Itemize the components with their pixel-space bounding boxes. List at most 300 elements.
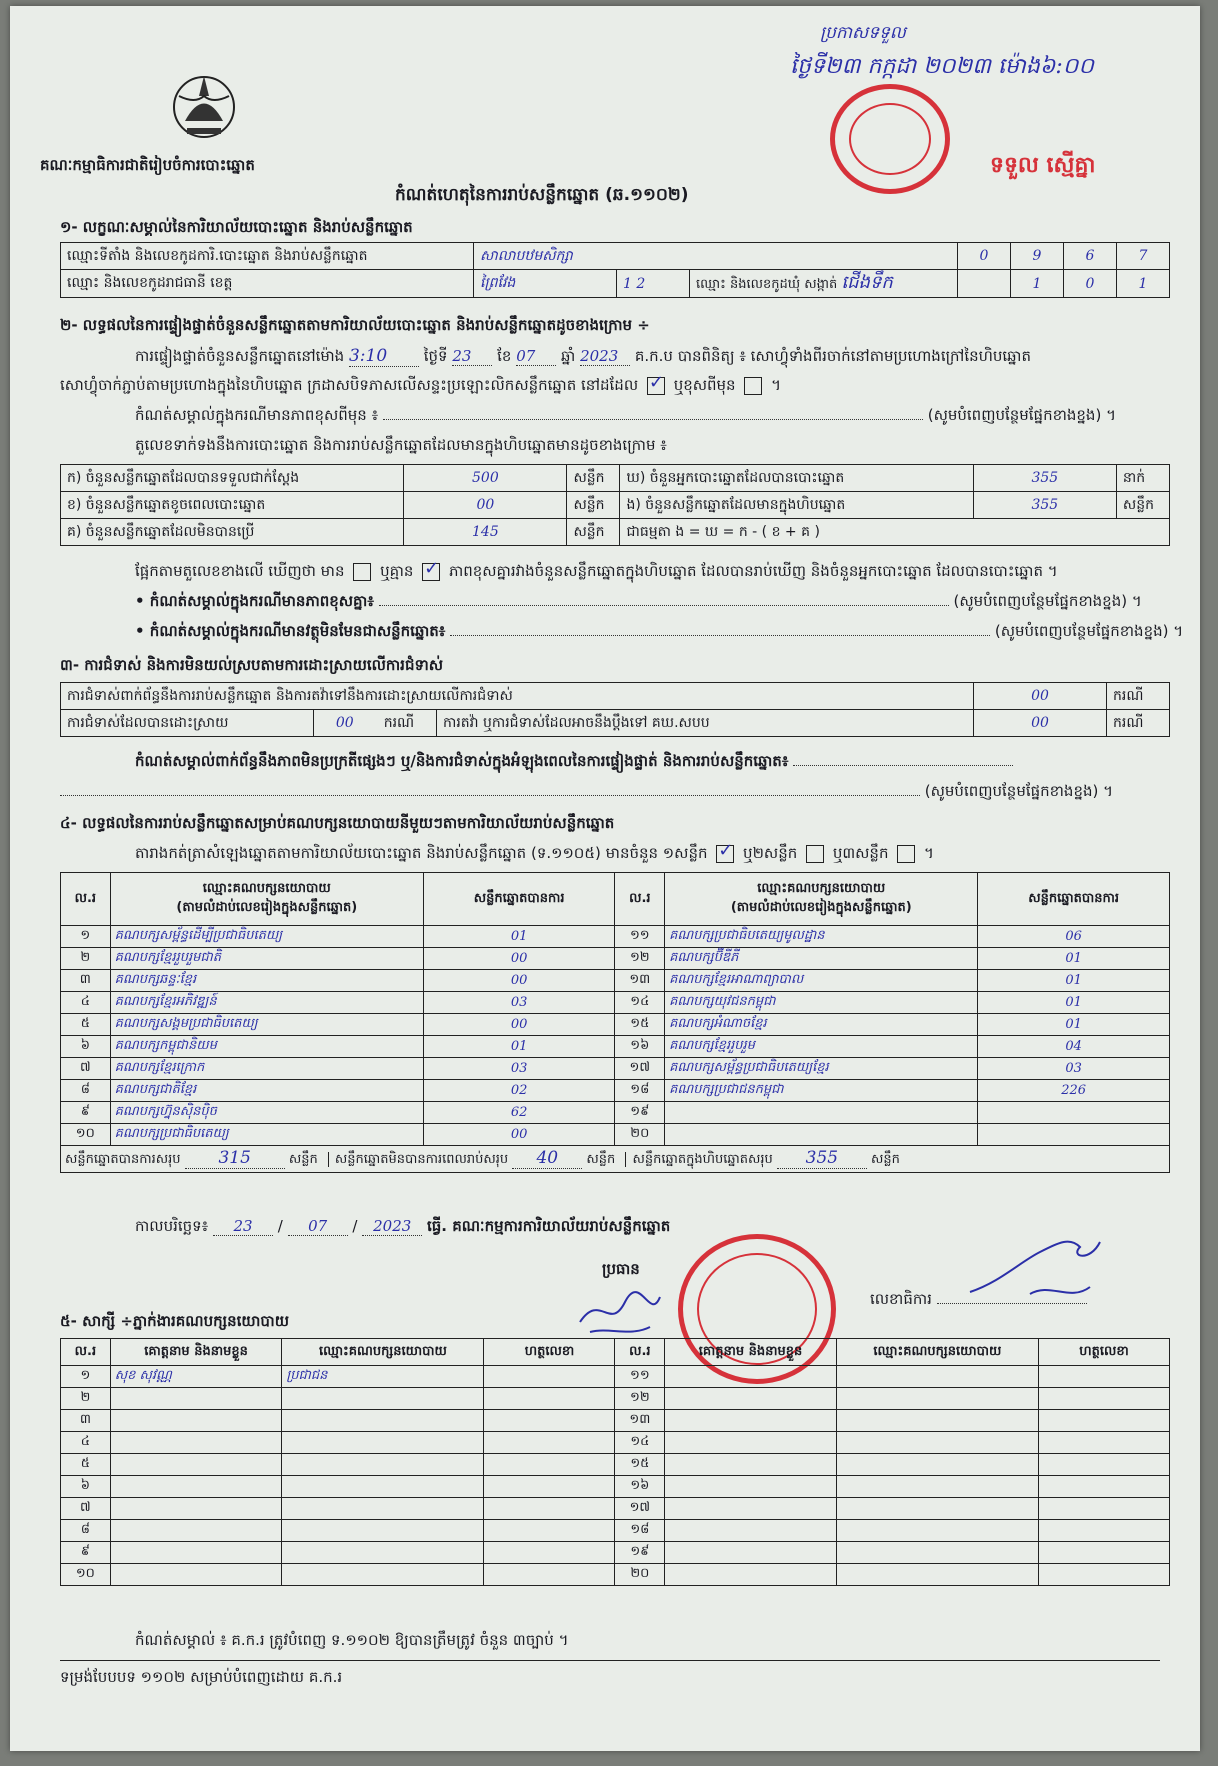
party-name: គណបក្សខ្មែររួបរួមជាតិ	[110, 948, 423, 970]
verify-time: 3:10	[349, 346, 419, 367]
total-box-value: 355	[777, 1148, 867, 1169]
location-table	[60, 242, 1170, 298]
three-sheet-checkbox[interactable]	[897, 845, 915, 863]
verify-line2-text: សោហ្វុំចាក់ភ្ជាប់តាមប្រហោងក្នុងនៃហិបឆ្នោត ក្រដាសបិទភាសលើសន្ទះប្រឡោះលិកសន្លឹកឆ្នោត នៅដដែល	[60, 376, 639, 394]
col-party-left-sub: (តាមលំដាប់លេខរៀងក្នុងសន្លឹកឆ្នោត)	[176, 900, 358, 915]
table-row	[61, 948, 1170, 970]
witness-signature	[1038, 1388, 1169, 1410]
figure-c-label: គ) ចំនួនសន្លឹកឆ្នោតដែលមិនបានប្រើ	[61, 519, 404, 546]
witness-row	[61, 1520, 1170, 1542]
party-votes: 04	[978, 1036, 1170, 1058]
verify-time-label: ការផ្ទៀងផ្ទាត់ចំនួនសន្លឹកឆ្នោតនៅម៉ោង	[135, 347, 345, 365]
witness-no: ១៣	[615, 1410, 665, 1432]
commune-code-blank	[958, 270, 1011, 298]
col-party-left-title: ឈ្មោះគណបក្សនយោបាយ	[202, 881, 331, 896]
figure-e-label: ង) ចំនួនសន្លឹកឆ្នោតដែលមានក្នុងហិបឆ្នោត	[620, 492, 973, 519]
witness-name	[665, 1564, 837, 1586]
commune-cell	[690, 270, 958, 298]
witness-no: ១៤	[615, 1432, 665, 1454]
sign-date-label: កាលបរិច្ឆេទ៖	[135, 1217, 209, 1235]
bullet1-label: • កំណត់សម្គាល់ក្នុងករណីមានភាពខុសគ្នា៖	[135, 592, 374, 610]
nec-emblem-icon	[165, 66, 243, 148]
secretary-label: លេខាធិការ	[870, 1290, 932, 1308]
party-name: គណបក្សជាតិខ្មែរ	[110, 1080, 423, 1102]
witness-no: ២	[61, 1388, 111, 1410]
s3-note-line	[135, 752, 1013, 774]
province-code-1: 1	[623, 275, 632, 292]
witness-signature	[484, 1564, 615, 1586]
has-difference-checkbox[interactable]	[353, 563, 371, 581]
document-title: កំណត់ហេតុនៃការរាប់សន្លឹកឆ្នោត (ឆ.១១០២)	[395, 185, 689, 205]
location-value: សាលាបឋមសិក្សា	[474, 243, 958, 270]
figure-a-unit: សន្លឹក	[567, 465, 620, 492]
one-sheet-checkbox[interactable]	[716, 845, 734, 863]
party-votes: 01	[978, 1014, 1170, 1036]
party-name: គណបក្សសម្ព័ន្ធដើម្បីប្រជាធិបតេយ្យ	[110, 926, 423, 948]
location-code-2: 9	[1011, 243, 1064, 270]
party-name: គណបក្សប៊ីឌីភី	[665, 948, 978, 970]
witness-signature	[1038, 1410, 1169, 1432]
witness-no: ៩	[61, 1542, 111, 1564]
witness-no: ១	[61, 1366, 111, 1388]
total-invalid-value: 40	[512, 1148, 582, 1169]
no-difference-checkbox[interactable]	[422, 563, 440, 581]
chair-label: ប្រធាន	[602, 1260, 640, 1278]
witness-row	[61, 1454, 1170, 1476]
location-code-3: 6	[1064, 243, 1117, 270]
objection-value: 00	[974, 683, 1107, 710]
col-party-right	[665, 873, 978, 926]
table-row	[61, 1080, 1170, 1102]
sign-date-year: 2023	[362, 1217, 422, 1236]
party-no: ១០	[61, 1124, 111, 1146]
table-row	[61, 1014, 1170, 1036]
witness-signature	[484, 1454, 615, 1476]
witness-row	[61, 1542, 1170, 1564]
witness-party	[836, 1476, 1038, 1498]
figure-d-unit: នាក់	[1116, 465, 1169, 492]
col-party-left	[110, 873, 423, 926]
party-name: គណបក្សខ្មែរក្រោក	[110, 1058, 423, 1080]
witness-party	[282, 1410, 484, 1432]
col-party-right-title: ឈ្មោះគណបក្សនយោបាយ	[757, 881, 886, 896]
commune-code-2: 0	[1064, 270, 1117, 298]
witness-name	[665, 1454, 837, 1476]
resolved-unit: ករណី	[383, 714, 415, 731]
witness-signature	[1038, 1498, 1169, 1520]
witness-signature	[1038, 1476, 1169, 1498]
note1-label: កំណត់សម្គាល់ក្នុងករណីមានភាពខុសពីមុន ៖	[135, 406, 379, 424]
witness-party	[836, 1388, 1038, 1410]
verify-line1	[135, 346, 1031, 369]
witness-no: ១៨	[615, 1520, 665, 1542]
witness-party	[282, 1388, 484, 1410]
secretary-signature-icon	[960, 1232, 1110, 1302]
witness-signature	[484, 1410, 615, 1432]
w-col-name-right: គោត្តនាម និងនាមខ្លួន	[665, 1339, 837, 1366]
witness-party	[836, 1410, 1038, 1432]
witness-party	[282, 1476, 484, 1498]
witness-name	[665, 1476, 837, 1498]
figure-a-value: 500	[404, 465, 567, 492]
witness-signature	[484, 1498, 615, 1520]
chair-signature-icon	[570, 1282, 690, 1342]
col-no-left: ល.រ	[61, 873, 111, 926]
party-name: គណបក្សសង្គមប្រជាធិបតេយ្យ	[110, 1014, 423, 1036]
note1-line	[135, 406, 1116, 428]
witness-party	[836, 1564, 1038, 1586]
totals-row	[61, 1146, 1170, 1173]
bullet2-label: • កំណត់សម្គាល់ក្នុងករណីមានវត្ថុមិនមែនជាសន្លឹកឆ្នោត៖	[135, 622, 446, 640]
resolved-label: ការជំទាស់ដែលបានដោះស្រាយ	[61, 710, 314, 737]
witness-name	[110, 1476, 282, 1498]
section1-heading: ១- លក្ខណៈសម្គាល់នៃការិយាល័យបោះឆ្នោត និងរាប់សន្លឹកឆ្នោត	[60, 218, 413, 236]
party-no: ២០	[615, 1124, 665, 1146]
party-name: គណបក្សឆន្ទៈខ្មែរ	[110, 970, 423, 992]
witness-signature	[1038, 1564, 1169, 1586]
document-page	[10, 6, 1200, 1751]
figure-a-label: ក) ចំនួនសន្លឹកឆ្នោតដែលបានទទួលជាក់ស្តែង	[61, 465, 404, 492]
changed-label: ឬខុសពីមុន	[673, 376, 736, 394]
witness-signature	[484, 1520, 615, 1542]
secretary-dots	[937, 1303, 1087, 1304]
s3-note-dots	[793, 765, 1013, 766]
province-value: ព្រៃវែង	[474, 270, 617, 298]
witness-name: សុខ សុវណ្ណ	[110, 1366, 282, 1388]
received-stamp-icon	[830, 84, 950, 194]
col-no-right: ល.រ	[615, 873, 665, 926]
party-no: ១៣	[615, 970, 665, 992]
party-votes: 01	[978, 970, 1170, 992]
sign-date-month: 07	[288, 1217, 348, 1236]
witness-name	[110, 1542, 282, 1564]
table-row	[61, 1058, 1170, 1080]
witness-no: ៤	[61, 1432, 111, 1454]
s3-note-fill: (សូមបំពេញបន្ថែមផ្នែកខាងខ្នង) ។	[924, 782, 1114, 800]
witness-no: ៦	[61, 1476, 111, 1498]
witness-signature	[484, 1476, 615, 1498]
party-votes: 00	[423, 970, 615, 992]
location-label: ឈ្មោះទីតាំង និងលេខកូដការិ.បោះឆ្នោត និងរាប់សន្លឹកឆ្នោត	[61, 243, 474, 270]
witness-signature	[1038, 1454, 1169, 1476]
witness-party	[836, 1366, 1038, 1388]
form-footer: ទម្រង់បែបបទ ១១០២ សម្រាប់បំពេញដោយ គ.ក.រ	[60, 1668, 343, 1686]
party-no: ៤	[61, 992, 111, 1014]
party-no: ១៧	[615, 1058, 665, 1080]
witness-no: ៣	[61, 1410, 111, 1432]
party-votes	[978, 1124, 1170, 1146]
witness-name	[665, 1388, 837, 1410]
province-label: ឈ្មោះ និងលេខកូដរាជធានី ខេត្ត	[61, 270, 474, 298]
party-name: គណបក្សសម្ព័ន្ធប្រជាធិបតេយ្យខ្មែរ	[665, 1058, 978, 1080]
party-votes: 226	[978, 1080, 1170, 1102]
witness-party	[282, 1498, 484, 1520]
section3-heading: ៣- ការជំទាស់ និងការមិនយល់ស្របតាមការដោះស្រាយលើការជំទាស់	[60, 656, 444, 674]
witness-no: ៨	[61, 1520, 111, 1542]
witness-row	[61, 1564, 1170, 1586]
sign-date-line: កាលបរិច្ឆេទ៖ 23 / 07 / 2023 ធ្វើ. គណៈកម្មការការិយាល័យរាប់សន្លឹកឆ្នោត	[135, 1217, 671, 1235]
objection-unit: ករណី	[1107, 683, 1170, 710]
has-label: ផ្អែកតាមតួលេខខាងលើ ឃើញថា មាន	[135, 562, 345, 580]
difference-text: ភាពខុសគ្នារវាងចំនួនសន្លឹកឆ្នោតក្នុងហិបឆ្នោត ដែលបានរាប់ឃើញ និងចំនួនអ្នកបោះឆ្នោត ដែលបានបោះឆ្នោត ។	[448, 562, 1058, 580]
witness-no: ១៦	[615, 1476, 665, 1498]
w-col-sign-right: ហត្ថលេខា	[1038, 1339, 1169, 1366]
province-code-2: 2	[636, 275, 646, 292]
col-votes-right: សន្លឹកឆ្នោតបានការ	[978, 873, 1170, 926]
bullet2-dots	[450, 635, 990, 636]
witness-signature	[484, 1366, 615, 1388]
table-row	[61, 970, 1170, 992]
party-votes: 01	[978, 948, 1170, 970]
objection-table	[60, 682, 1170, 737]
witness-no: ១៩	[615, 1542, 665, 1564]
footnote: កំណត់សម្គាល់ ៖ គ.ក.រ ត្រូវបំពេញ ទ.១១០២ ឱ្យបានត្រឹមត្រូវ ចំនួន ៣ច្បាប់ ។	[135, 1631, 569, 1649]
witness-name	[110, 1454, 282, 1476]
commune-label: ឈ្មោះ និងលេខកូដឃុំ សង្កាត់	[696, 277, 838, 292]
party-no: ១	[61, 926, 111, 948]
s3-note-line2	[60, 782, 1113, 804]
section4-heading: ៤- លទ្ធផលនៃការរាប់សន្លឹកឆ្នោតសម្រាប់គណបក្សនយោបាយនីមួយៗតាមការិយាល័យរាប់សន្លឹកឆ្នោត	[60, 814, 615, 832]
witness-signature	[484, 1542, 615, 1564]
total-box-unit: សន្លឹក	[871, 1152, 900, 1167]
total-valid-value: 315	[185, 1148, 285, 1169]
witness-no: ១០	[61, 1564, 111, 1586]
commune-value: ជើងទឹក	[841, 272, 893, 293]
witness-row	[61, 1410, 1170, 1432]
party-no: ១១	[615, 926, 665, 948]
commune-code-1: 1	[1011, 270, 1064, 298]
witness-row	[61, 1432, 1170, 1454]
figure-b-unit: សន្លឹក	[567, 492, 620, 519]
w-col-party-left: ឈ្មោះគណបក្សនយោបាយ	[282, 1339, 484, 1366]
party-votes: 01	[978, 992, 1170, 1014]
table-row	[61, 992, 1170, 1014]
figure-c-value: 145	[404, 519, 567, 546]
party-name: គណបក្សខ្មែររួបរួម	[665, 1036, 978, 1058]
committee-label: ធ្វើ. គណៈកម្មការការិយាល័យរាប់សន្លឹកឆ្នោត	[427, 1217, 671, 1235]
section2-heading: ២- លទ្ធផលនៃការផ្ទៀងផ្ទាត់ចំនួនសន្លឹកឆ្នោតតាមការិយាល័យបោះឆ្នោត និងរាប់សន្លឹកឆ្នោតដូចខាងក្រោម ÷	[60, 316, 650, 334]
location-code-1: 0	[958, 243, 1011, 270]
section5-heading: ៥- សាក្សី ÷ភ្នាក់ងារគណបក្សនយោបាយ	[60, 1312, 289, 1330]
bullet2-line	[135, 622, 1183, 644]
appeal-value: 00	[974, 710, 1107, 737]
none-label: ឬគ្មាន	[380, 562, 414, 580]
day-label: ថ្ងៃទី	[423, 347, 448, 365]
s3-note-dots2	[60, 795, 920, 796]
witness-name	[665, 1498, 837, 1520]
table-row	[61, 1102, 1170, 1124]
party-votes: 06	[978, 926, 1170, 948]
col-votes-left: សន្លឹកឆ្នោតបានការ	[423, 873, 615, 926]
figure-c-unit: សន្លឹក	[567, 519, 620, 546]
results-table	[60, 872, 1170, 1173]
two-sheet-label: ឬ២សន្លឹក	[743, 844, 798, 862]
figure-e-value: 355	[973, 492, 1116, 519]
unchanged-checkbox[interactable]	[647, 377, 665, 395]
commune-code-3: 1	[1117, 270, 1170, 298]
party-no: ៥	[61, 1014, 111, 1036]
party-name: គណបក្សកម្ពុជានិយម	[110, 1036, 423, 1058]
total-valid-unit: សន្លឹក	[288, 1152, 318, 1167]
formula: ជាធម្មតា ង = ឃ = ក - ( ខ + គ )	[620, 519, 1170, 546]
table-row	[61, 1124, 1170, 1146]
witness-party	[836, 1520, 1038, 1542]
verify-line1-rest: គ.ក.ប បានពិនិត្យ ៖ សោហ្វុំទាំងពីរចាក់នៅតាមប្រហោងក្រៅនៃហិបឆ្នោត	[634, 347, 1031, 365]
total-valid-label: សន្លឹកឆ្នោតបានការសរុប	[65, 1152, 181, 1167]
witness-party	[282, 1432, 484, 1454]
received-label: ប្រកាសទទួល	[820, 23, 906, 43]
party-name	[665, 1102, 978, 1124]
figure-d-label: ឃ) ចំនួនអ្នកបោះឆ្នោតដែលបានបោះឆ្នោត	[620, 465, 973, 492]
figures-table	[60, 464, 1170, 546]
witness-row	[61, 1476, 1170, 1498]
witness-no: ១២	[615, 1388, 665, 1410]
witness-name	[665, 1432, 837, 1454]
witness-row	[61, 1498, 1170, 1520]
party-votes: 00	[423, 948, 615, 970]
witness-row	[61, 1388, 1170, 1410]
party-votes: 02	[423, 1080, 615, 1102]
three-sheet-label: ឬ៣សន្លឹក	[832, 844, 889, 862]
year-label: ឆ្នាំ	[560, 347, 576, 365]
total-box-label: សន្លឹកឆ្នោតក្នុងហិបឆ្នោតសរុប	[625, 1152, 772, 1167]
figure-d-value: 355	[973, 465, 1116, 492]
party-name: គណបក្សប្រជាធិបតេយ្យមូលដ្ឋាន	[665, 926, 978, 948]
figures-intro: តួលេខទាក់ទងនឹងការបោះឆ្នោត និងការរាប់សន្លឹកឆ្នោតដែលមានក្នុងហិបឆ្នោតមានដូចខាងក្រោម ៖	[135, 436, 667, 454]
witness-signature	[1038, 1432, 1169, 1454]
witness-no: ១៥	[615, 1454, 665, 1476]
party-no: ១២	[615, 948, 665, 970]
verify-line2	[60, 376, 781, 398]
line2-end: ។	[771, 376, 782, 394]
objection-label: ការជំទាស់ពាក់ព័ន្ធនឹងការរាប់សន្លឹកឆ្នោត និងការតវ៉ាទៅនឹងការដោះស្រាយលើការជំទាស់	[61, 683, 974, 710]
footer-rule	[60, 1660, 1160, 1661]
changed-checkbox[interactable]	[744, 377, 762, 395]
note1-dots	[383, 419, 923, 420]
witness-no: ៧	[61, 1498, 111, 1520]
party-no: ៨	[61, 1080, 111, 1102]
note1-fill: (សូមបំពេញបន្ថែមផ្នែកខាងខ្នង) ។	[927, 406, 1116, 424]
sign-date-day: 23	[213, 1217, 273, 1236]
party-votes: 00	[423, 1124, 615, 1146]
party-name: គណបក្សខ្មែរអភិវឌ្ឍន៍	[110, 992, 423, 1014]
table-row	[61, 926, 1170, 948]
witness-party	[282, 1520, 484, 1542]
witness-signature	[1038, 1520, 1169, 1542]
tally-end: ។	[924, 844, 934, 862]
party-votes: 01	[423, 1036, 615, 1058]
party-votes: 01	[423, 926, 615, 948]
witness-no: ៥	[61, 1454, 111, 1476]
party-no: ១៩	[615, 1102, 665, 1124]
w-col-no-right: ល.រ	[615, 1339, 665, 1366]
witness-signature	[484, 1432, 615, 1454]
witness-no: ១៧	[615, 1498, 665, 1520]
witness-party	[836, 1454, 1038, 1476]
witness-no: ២០	[615, 1564, 665, 1586]
total-invalid-label: សន្លឹកឆ្នោតមិនបានការពេលរាប់សរុប	[328, 1152, 508, 1167]
location-code-4: 7	[1117, 243, 1170, 270]
party-no: ១៦	[615, 1036, 665, 1058]
verify-year: 2023	[580, 347, 630, 366]
w-col-sign-left: ហត្ថលេខា	[484, 1339, 615, 1366]
witness-party	[282, 1542, 484, 1564]
party-no: ៩	[61, 1102, 111, 1124]
w-col-party-right: ឈ្មោះគណបក្សនយោបាយ	[836, 1339, 1038, 1366]
table-row	[61, 1036, 1170, 1058]
party-votes	[978, 1102, 1170, 1124]
party-name: គណបក្សប្រជាជនកម្ពុជា	[665, 1080, 978, 1102]
party-no: ៦	[61, 1036, 111, 1058]
party-no: ២	[61, 948, 111, 970]
witness-party	[836, 1432, 1038, 1454]
figure-b-value: 00	[404, 492, 567, 519]
verify-day: 23	[452, 347, 492, 366]
party-name: គណបក្សអំណាចខ្មែរ	[665, 1014, 978, 1036]
party-name: គណបក្សយុវជនកម្ពុជា	[665, 992, 978, 1014]
party-votes: 62	[423, 1102, 615, 1124]
witness-name	[110, 1388, 282, 1410]
witness-signature	[1038, 1366, 1169, 1388]
witness-name	[110, 1564, 282, 1586]
two-sheet-checkbox[interactable]	[806, 845, 824, 863]
witness-name	[110, 1432, 282, 1454]
w-col-no-left: ល.រ	[61, 1339, 111, 1366]
party-votes: 03	[423, 992, 615, 1014]
witness-row	[61, 1366, 1170, 1388]
party-no: ១៤	[615, 992, 665, 1014]
resolved-value	[314, 710, 437, 737]
total-invalid-unit: សន្លឹក	[586, 1152, 616, 1167]
figure-b-label: ខ) ចំនួនសន្លឹកឆ្នោតខូចពេលបោះឆ្នោត	[61, 492, 404, 519]
results-body	[61, 926, 1170, 1146]
appeal-label: ការតវ៉ា ឬការជំទាស់ដែលអាចនឹងប្តឹងទៅ គឃ.សបប	[437, 710, 974, 737]
party-no: ៧	[61, 1058, 111, 1080]
party-name	[665, 1124, 978, 1146]
witness-name	[110, 1520, 282, 1542]
figure-e-unit: សន្លឹក	[1116, 492, 1169, 519]
stamp-text: ទទួល ស្មើគ្នា	[990, 153, 1096, 178]
tally-intro	[135, 844, 934, 866]
month-label: ខែ	[497, 347, 512, 365]
witness-name	[665, 1410, 837, 1432]
province-code	[617, 270, 690, 298]
party-name: គណបក្សខ្មែរអាណាព្យាបាល	[665, 970, 978, 992]
bullet1-line	[135, 592, 1142, 614]
party-no: ៣	[61, 970, 111, 992]
received-date: ថ្ងៃទី២៣ កក្កដា ២០២៣ ម៉ោង៦:០០	[790, 54, 1094, 79]
witness-party: ប្រជាជន	[282, 1366, 484, 1388]
witness-name	[110, 1498, 282, 1520]
verify-month: 07	[516, 347, 556, 366]
witness-name	[665, 1366, 837, 1388]
w-col-name-left: គោត្តនាម និងនាមខ្លួន	[110, 1339, 282, 1366]
appeal-unit: ករណី	[1107, 710, 1170, 737]
bullet1-dots	[379, 605, 949, 606]
witness-name	[665, 1542, 837, 1564]
tally-intro-text: តារាងកត់ត្រាសំឡេងឆ្នោតតាមការិយាល័យបោះឆ្នោត និងរាប់សន្លឹកឆ្នោត (ទ.១១០៥) មានចំនួន ១សន្លឹក	[135, 844, 708, 862]
col-party-right-sub: (តាមលំដាប់លេខរៀងក្នុងសន្លឹកឆ្នោត)	[730, 900, 912, 915]
party-name: គណបក្សប្រជាធិបតេយ្យ	[110, 1124, 423, 1146]
witness-party	[836, 1542, 1038, 1564]
witness-no: ១១	[615, 1366, 665, 1388]
witness-body	[61, 1366, 1170, 1586]
organization-name: គណៈកម្មាធិការជាតិរៀបចំការបោះឆ្នោត	[40, 156, 255, 174]
difference-line	[135, 562, 1058, 584]
bullet1-fill: (សូមបំពេញបន្ថែមផ្នែកខាងខ្នង) ។	[953, 592, 1142, 610]
party-no: ១៥	[615, 1014, 665, 1036]
witness-party	[836, 1498, 1038, 1520]
